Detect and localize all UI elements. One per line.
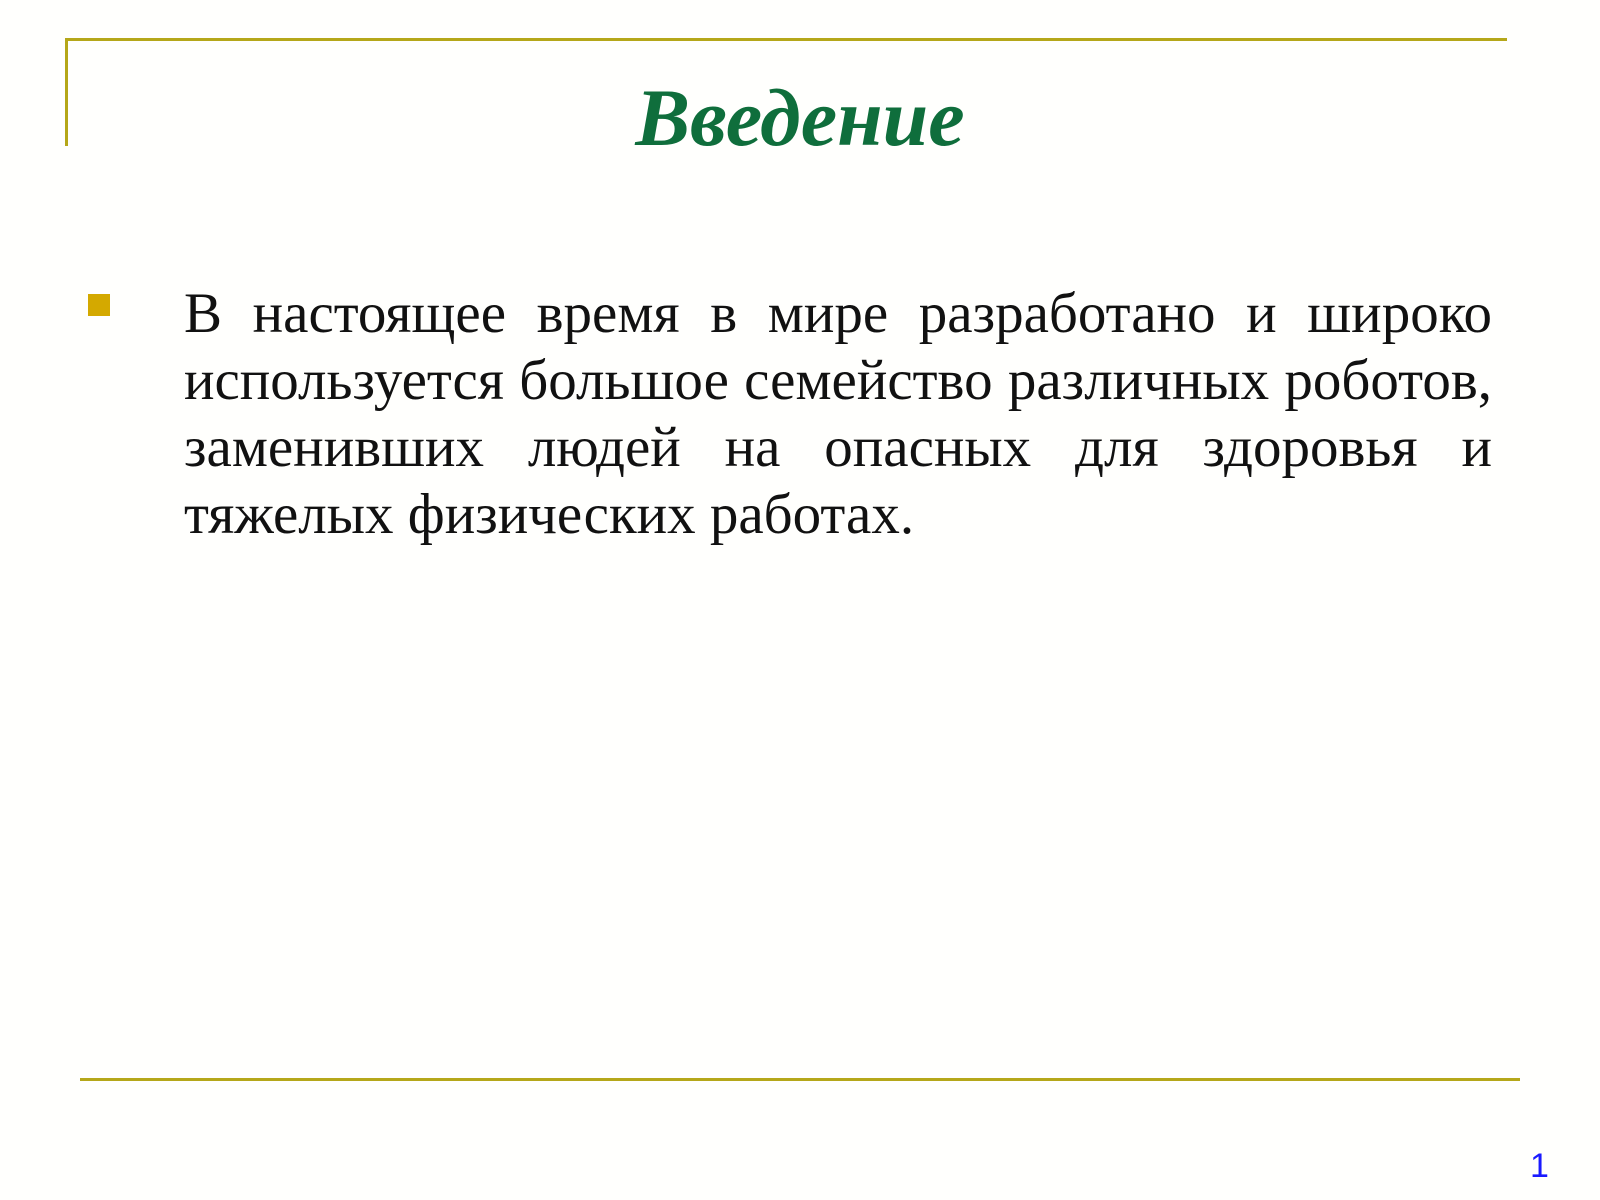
slide-title: Введение: [635, 72, 965, 163]
bottom-divider-line: [80, 1078, 1520, 1081]
top-divider-line: [65, 38, 1507, 41]
page-number: 1: [1530, 1147, 1549, 1185]
bullet-square-icon: [88, 294, 110, 316]
bullet-text: В настоящее время в мире разработано и широко используется большое семейство различных роботов, заменивших людей на опасных для здоровья и тяжелых физических работах.: [184, 282, 1492, 546]
